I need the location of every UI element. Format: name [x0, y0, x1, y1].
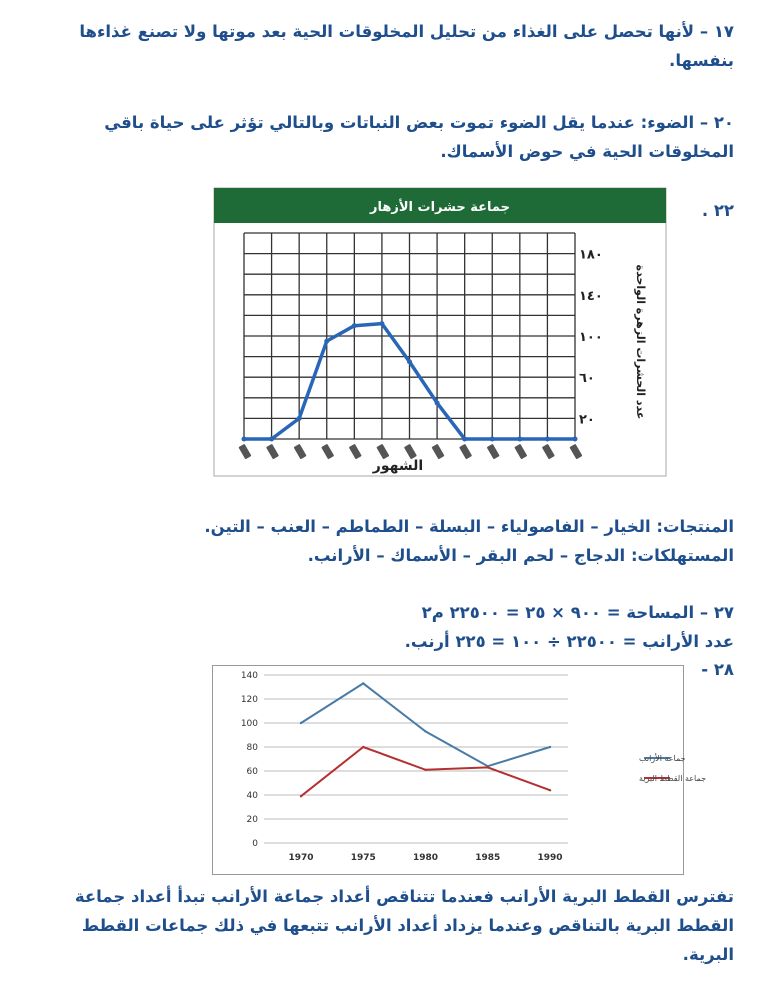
answer-27-area: ٢٧ – المساحة = ٩٠٠ × ٢٥ = ٢٢٥٠٠ م٢ [421, 603, 734, 622]
population-x-tick: 1975 [350, 853, 376, 863]
insects-data-point [462, 437, 467, 442]
answer-17: ١٧ – لأنها تحصل على الغذاء من تحليل المخلوقات الحية بعد موتها ولا تصنع غذاءها بنفسها. [79, 22, 734, 70]
population-y-tick: 0 [252, 839, 258, 849]
cats-data-point [487, 766, 489, 768]
insects-y-tick: ٢٠ [579, 412, 595, 428]
insects-y-axis-label: عدد الحشرات الزهرة الواحدة [634, 264, 647, 420]
insects-data-point [324, 339, 329, 344]
insects-y-tick: ١٨٠ [579, 247, 603, 263]
producers-list: المنتجات: الخيار – الفاصولياء – البسلة – الطماطم – العنب – التين. [204, 517, 734, 536]
insects-x-axis-label: الشهور [372, 458, 424, 474]
insects-y-tick: ١٠٠ [579, 330, 603, 345]
conclusion-paragraph: تفترس القطط البرية الأرانب فعندما تتناقص أعداد جماعة الأرانب تبدأ أعداد جماعة القطط البرية بالتناقص وعندما يزداد أعداد الأرانب تتبعها في ذلك جماعات القطط البرية. [74, 887, 734, 964]
population-y-tick: 140 [240, 671, 258, 681]
insects-data-point [352, 323, 357, 328]
population-y-tick: 60 [246, 767, 258, 777]
population-y-tick: 120 [240, 695, 258, 705]
rabbits-data-point [549, 746, 551, 748]
insects-data-point [517, 437, 522, 442]
insects-y-tick: ٦٠ [579, 371, 595, 387]
population-x-tick: 1990 [537, 853, 563, 863]
population-chart [212, 665, 707, 875]
legend-rabbits-label: جماعة الأرانب [639, 754, 686, 763]
population-y-tick: 40 [246, 791, 258, 801]
insects-data-point [269, 437, 274, 442]
answer-20: ٢٠ – الضوء: عندما يقل الضوء تموت بعض النباتات وبالتالي تؤثر على حياة باقي المخلوقات الحية في حوض الأسماك. [104, 113, 734, 161]
insects-data-point [297, 416, 302, 421]
insects-data-point [407, 359, 412, 364]
insects-data-point [435, 400, 440, 405]
cats-data-point [362, 746, 364, 748]
insects-data-point [242, 437, 247, 442]
consumers-list: المستهلكات: الدجاج – لحم البقر – الأسماك – الأرانب. [307, 546, 734, 565]
insects-data-point [490, 437, 495, 442]
insects-data-point [573, 437, 578, 442]
answer-27-rabbits: عدد الأرانب = ٢٢٥٠٠ ÷ ١٠٠ = ٢٢٥ أرنب. [404, 632, 734, 651]
population-y-tick: 80 [246, 743, 258, 753]
population-x-tick: 1980 [412, 853, 439, 863]
insects-chart [213, 187, 667, 477]
answer-28-number: ٢٨ - [701, 660, 734, 679]
rabbits-data-point [424, 730, 426, 732]
insects-data-point [545, 437, 550, 442]
answer-22-number: ٢٢ . [701, 201, 734, 220]
legend-cats-label: جماعة القطط البرية [639, 774, 707, 783]
insects-y-tick: ١٤٠ [579, 288, 603, 304]
population-y-tick: 100 [240, 719, 258, 729]
chart-title: جماعة حشرات الأزهار [370, 200, 510, 215]
cats-data-point [549, 789, 551, 791]
population-x-tick: 1985 [475, 853, 501, 863]
rabbits-data-point [362, 682, 364, 684]
insects-data-point [379, 321, 384, 326]
cats-data-point [300, 795, 302, 797]
population-y-tick: 20 [246, 815, 258, 825]
rabbits-data-point [300, 722, 302, 724]
cats-data-point [424, 769, 426, 771]
population-x-tick: 1970 [288, 853, 314, 863]
